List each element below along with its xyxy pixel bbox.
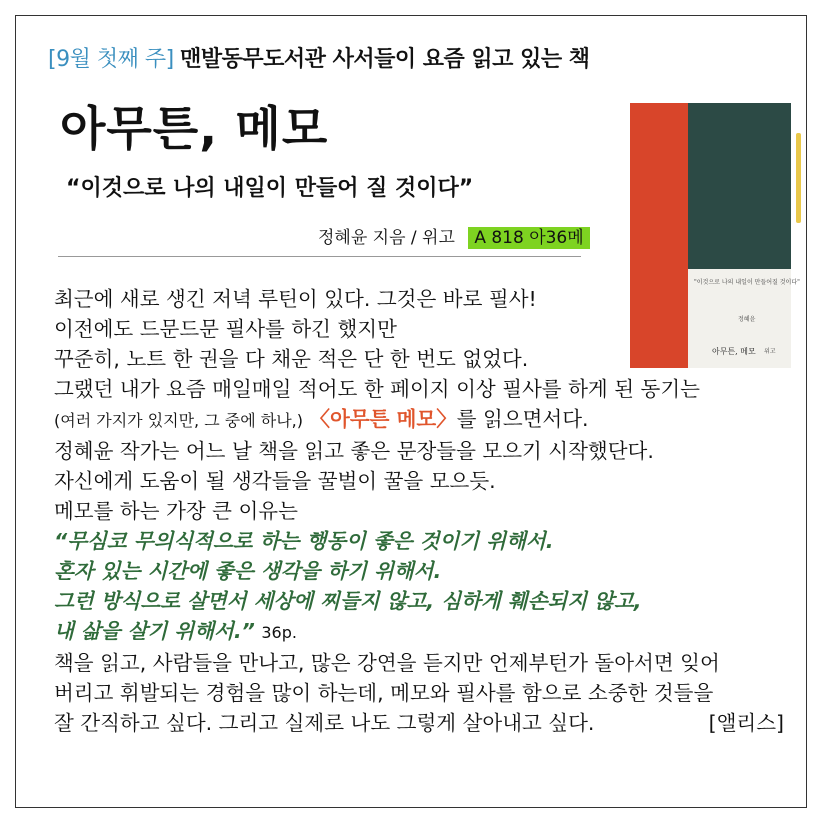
cover-green-panel: [688, 103, 791, 269]
quote-line: 혼자 있는 시간에 좋은 생각을 하기 위해서.: [54, 559, 442, 583]
body-line: [54, 708, 784, 738]
cover-tagline: "이것으로 나의 내일이 만들어질 것이다": [694, 279, 800, 286]
body-line: 자신에게 도움이 될 생각들을 꿀벌이 꿀을 모으듯.: [54, 469, 496, 493]
body-line: 꾸준히, 노트 한 권을 다 채운 적은 단 한 번도 없었다.: [54, 347, 529, 371]
body-line: 이전에도 드문드문 필사를 하긴 했지만: [54, 317, 397, 341]
body-line: 버리고 휘발되는 경험을 많이 하는데, 메모와 필사를 함으로 소중한 것들을: [54, 681, 714, 705]
author-line: [318, 223, 590, 248]
header-text: 맨발동무도서관 사서들이 요즘 읽고 있는 책: [180, 47, 590, 72]
pencil-icon: [796, 133, 801, 223]
quote-text: 내 삶을 살기 위해서.”: [54, 619, 255, 643]
author: 정혜윤 지음 / 위고: [318, 228, 455, 248]
body-line: [54, 404, 784, 436]
cover-title: 아무튼, 메모: [712, 347, 756, 356]
body-text: 를 읽으면서다.: [456, 407, 589, 431]
signature: [앨리스]: [708, 711, 784, 735]
body-line: 책을 읽고, 사람들을 만나고, 많은 강연을 듣지만 언제부턴가 돌아서면 잊어: [54, 651, 720, 675]
book-subtitle: “이것으로 나의 내일이 만들어 질 것이다”: [66, 176, 474, 201]
quote-line: 그런 방식으로 살면서 세상에 찌들지 않고, 심하게 훼손되지 않고,: [54, 589, 642, 613]
book-title: 아무튼, 메모: [60, 102, 329, 157]
week-label: [9월 첫째 주]: [48, 47, 174, 72]
book-title-inline: 〈아무튼 메모〉: [309, 407, 457, 431]
aside-text: (여러 가지가 있지만, 그 중에 하나,): [54, 411, 304, 430]
body-line: 정혜윤 작가는 어느 날 책을 읽고 좋은 문장들을 모으기 시작했단다.: [54, 439, 654, 463]
body-line: 메모를 하는 가장 큰 이유는: [54, 499, 298, 523]
body-line: 최근에 새로 생긴 저녁 루틴이 있다. 그것은 바로 필사!: [54, 287, 537, 311]
call-number: A 818 아36메: [468, 227, 589, 249]
quote-page: 36p.: [261, 623, 297, 642]
body-line: 그랬던 내가 요즘 매일매일 적어도 한 페이지 이상 필사를 하게 된 동기는: [54, 377, 700, 401]
quote-line: [54, 616, 784, 648]
cover-publisher: 위고: [764, 348, 776, 355]
header: [48, 42, 590, 73]
review-body: [54, 284, 784, 738]
cover-author: 정혜윤: [738, 316, 756, 323]
quote-line: “무심코 무의식적으로 하는 행동이 좋은 것이기 위해서.: [54, 529, 554, 553]
divider: [58, 256, 581, 257]
body-text: 잘 간직하고 싶다. 그리고 실제로 나도 그렇게 살아내고 싶다.: [54, 711, 595, 735]
